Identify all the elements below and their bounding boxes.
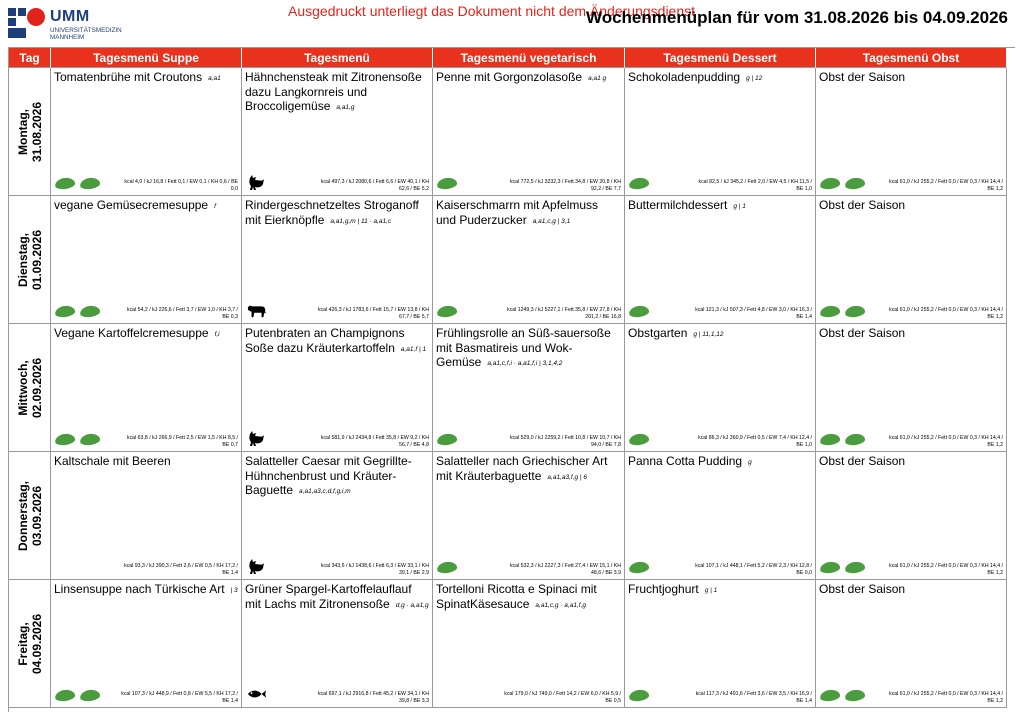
nutrition-info: kcal 697,1 / kJ 2916,8 / Fett 45,2 / EW 34,1 / KH 39,8 / BE 3,3 — [317, 691, 429, 704]
menu-cell — [51, 452, 242, 580]
leaf-icon — [79, 177, 100, 191]
document-notice: Ausgedruckt unterliegt das Dokument nicht dem Änderungsdienst — [288, 3, 696, 19]
diet-badges — [820, 434, 865, 445]
dish-name: Tortelloni Ricotta e Spinaci mit SpinatKäsesauce a,a1,c,g · a,a1,f,g — [436, 582, 597, 611]
column-header: Tagesmenü vegetarisch — [433, 48, 625, 68]
page-title: Wochenmenüplan für vom 31.08.2026 bis 04.09.2026 — [585, 8, 1008, 27]
leaf-icon — [79, 433, 100, 447]
diet-badges — [629, 562, 649, 573]
dish-name: Rindergeschnetzeltes Stroganoff mit Eierknöpfle a,a1,g,m | 11 · a,a1,c — [245, 198, 419, 227]
allergen-codes: g | 1 — [733, 203, 746, 210]
allergen-codes: g | 1 — [704, 587, 718, 594]
leaf-icon — [819, 433, 840, 447]
diet-badges — [55, 690, 100, 701]
leaf-icon — [54, 433, 75, 447]
menu-cell — [51, 324, 242, 452]
nutrition-info: kcal 61,0 / kJ 255,2 / Fett 0,0 / EW 0,3 / KH 14,4 / BE 1,2 — [889, 435, 1003, 448]
leaf-icon — [844, 305, 865, 319]
menu-cell — [816, 68, 1007, 196]
dish-name: Salatteller Caesar mit Gegrillte-Hühnchenbrust und Kräuter-Baguette a,a1,a3,c,d,f,g,i,m — [245, 454, 412, 497]
allergen-codes: a,a1 g — [588, 75, 607, 82]
nutrition-info: kcal 54,2 / kJ 226,6 / Fett 3,7 / EW 1,0 / KH 3,7 / BE 0,3 — [126, 307, 238, 320]
nutrition-info: kcal 61,0 / kJ 255,2 / Fett 0,0 / EW 0,3 / KH 14,4 / BE 1,2 — [889, 691, 1003, 704]
diet-badges — [629, 178, 649, 189]
dish-name: Obst der Saison — [819, 582, 906, 596]
leaf-icon — [79, 305, 100, 319]
menu-cell — [433, 196, 625, 324]
diet-badges — [437, 178, 457, 189]
diet-badges — [55, 178, 100, 189]
column-header: Tagesmenü Suppe — [51, 48, 242, 68]
leaf-icon — [628, 433, 649, 447]
diet-badges — [437, 434, 457, 445]
diet-badges — [437, 306, 457, 317]
allergen-codes: a,a1,c,g · a,a1,f,g — [535, 601, 586, 609]
leaf-icon — [54, 177, 75, 191]
dish-name: Grüner Spargel-Kartoffelauflauf mit Lachs mit Zitronensoße d,g · a,a1,g — [245, 582, 429, 611]
leaf-icon — [436, 305, 457, 319]
nutrition-info: kcal 93,3 / kJ 390,3 / Fett 2,6 / EW 0,5 / KH 17,2 / BE 1,4 — [124, 563, 238, 576]
leaf-icon — [436, 177, 457, 191]
dish-name: Obst der Saison — [819, 454, 906, 468]
allergen-codes: a,a1,f | 1 — [400, 345, 427, 353]
diet-badges — [55, 434, 100, 445]
dish-name: Frühlingsrolle an Süß-sauersoße mit Basmatireis und Wok-Gemüse a,a1,c,f,i · a,a1,f,i | 3,1,4,2 — [436, 326, 611, 369]
nutrition-info: kcal 63,8 / kJ 266,9 / Fett 2,5 / EW 1,5 / KH 8,5 / BE 0,7 — [126, 435, 238, 448]
menu-cell — [433, 324, 625, 452]
nutrition-info: kcal 497,3 / kJ 2080,6 / Fett 6,6 / EW 40,1 / KH 62,6 / BE 5,2 — [320, 179, 429, 192]
menu-cell — [625, 196, 816, 324]
leaf-icon — [844, 433, 865, 447]
allergen-codes: g — [748, 459, 752, 466]
nutrition-info: kcal 772,5 / kJ 3232,3 / Fett 34,8 / EW 20,8 / KH 92,2 / BE 7,7 — [509, 179, 621, 192]
nutrition-info: kcal 532,3 / kJ 2227,3 / Fett 27,4 / EW 15,1 / KH 48,6 / BE 3,9 — [509, 563, 621, 576]
dish-name: Tomatenbrühe mit Croutons a,a1 — [54, 70, 221, 84]
menu-cell — [433, 68, 625, 196]
nutrition-info: kcal 179,0 / kJ 749,0 / Fett 14,2 / EW 6,0 / KH 5,9 / BE 0,5 — [504, 691, 621, 704]
diet-badges — [437, 562, 457, 573]
day-label: Mittwoch, 02.09.2026 — [9, 324, 51, 452]
leaf-icon — [844, 561, 865, 575]
nutrition-info: kcal 117,3 / kJ 491,6 / Fett 3,6 / EW 3,5 / KH 16,9 / BE 1,4 — [695, 691, 812, 704]
nutrition-info: kcal 61,0 / kJ 255,2 / Fett 0,0 / EW 0,3 / KH 14,4 / BE 1,2 — [889, 307, 1003, 320]
nutrition-info: kcal 1249,3 / kJ 5227,1 / Fett 35,8 / EW 27,8 / KH 201,2 / BE 16,8 — [507, 307, 621, 320]
allergen-codes: a,a1,a3,f,g | 6 — [547, 473, 588, 481]
dish-name: Penne mit Gorgonzolasoße a,a1 g — [436, 70, 607, 84]
allergen-codes: a,a1,c,f,i · a,a1,f,i | 3,1,4,2 — [487, 360, 563, 367]
nutrition-info: kcal 82,5 / kJ 345,2 / Fett 2,0 / EW 4,5 / KH 11,5 / BE 1,0 — [698, 179, 812, 192]
leaf-icon — [844, 177, 865, 191]
dish-name: Fruchtjoghurt g | 1 — [628, 582, 718, 596]
logo-subtitle: UNIVERSITÄTSMEDIZIN MANNHEIM — [50, 27, 122, 41]
day-label: Donnerstag, 03.09.2026 — [9, 452, 51, 580]
diet-badges — [820, 562, 865, 573]
diet-badges — [629, 690, 649, 701]
allergen-codes: a,a1,g,m | 11 · a,a1,c — [330, 217, 392, 225]
menu-cell — [625, 452, 816, 580]
diet-badges — [55, 306, 100, 317]
allergen-codes: g | 11,1,12 — [693, 331, 724, 338]
allergen-codes: | 3 — [230, 587, 238, 594]
menu-cell — [625, 324, 816, 452]
nutrition-info: kcal 426,3 / kJ 1783,6 / Fett 15,7 / EW 13,8 / KH 67,7 / BE 5,7 — [317, 307, 429, 320]
leaf-icon — [819, 305, 840, 319]
leaf-icon — [54, 305, 75, 319]
dish-name: Salatteller nach Griechischer Art mit Kräuterbaguette a,a1,a3,f,g | 6 — [436, 454, 608, 483]
leaf-icon — [79, 689, 100, 703]
allergen-codes: a,a1,g — [336, 104, 355, 111]
dish-name: Kaltschale mit Beeren — [54, 454, 171, 468]
menu-cell — [242, 196, 433, 324]
dish-name: Obstgarten g | 11,1,12 — [628, 326, 724, 340]
allergen-codes: f,i — [214, 331, 220, 338]
leaf-icon — [436, 433, 457, 447]
umm-logo — [8, 6, 122, 42]
nutrition-info: kcal 61,0 / kJ 255,2 / Fett 0,0 / EW 0,3 / KH 14,4 / BE 1,2 — [889, 179, 1003, 192]
dish-name: Hähnchensteak mit Zitronensoße dazu Langkornreis und Broccoligemüse a,a1,g — [245, 70, 422, 113]
menu-cell — [51, 68, 242, 196]
allergen-codes: a,a1,c,g | 3,1 — [532, 217, 571, 225]
leaf-icon — [628, 561, 649, 575]
menu-cell — [816, 580, 1007, 708]
day-label: Montag, 31.08.2026 — [9, 68, 51, 196]
menu-cell — [816, 452, 1007, 580]
dish-name: Obst der Saison — [819, 198, 906, 212]
diet-badges — [820, 178, 865, 189]
dish-name: Buttermilchdessert g | 1 — [628, 198, 746, 212]
diet-badges — [820, 690, 865, 701]
menu-cell — [625, 68, 816, 196]
leaf-icon — [54, 689, 75, 703]
menu-cell — [51, 196, 242, 324]
dish-name: Schokoladenpudding g | 12 — [628, 70, 763, 84]
leaf-icon — [436, 561, 457, 575]
dish-name: Obst der Saison — [819, 326, 906, 340]
column-header: Tagesmenü — [242, 48, 433, 68]
diet-badges — [629, 306, 649, 317]
menu-cell — [433, 452, 625, 580]
leaf-icon — [628, 305, 649, 319]
column-header: Tagesmenü Dessert — [625, 48, 816, 68]
leaf-icon — [628, 177, 649, 191]
menu-cell — [433, 580, 625, 708]
allergen-codes: a,a1,a3,c,d,f,g,i,m — [299, 488, 351, 495]
nutrition-info: kcal 529,0 / kJ 2259,2 / Fett 10,8 / EW 10,7 / KH 94,0 / BE 7,8 — [509, 435, 621, 448]
dish-name: Linsensuppe nach Türkische Art | 3 — [54, 582, 238, 596]
dish-name: Vegane Kartoffelcremesuppe f,i — [54, 326, 220, 340]
nutrition-info: kcal 107,1 / kJ 448,1 / Fett 5,2 / EW 2,3 / KH 12,8 / BE 0,0 — [695, 563, 812, 576]
allergen-codes: a,a1 — [208, 75, 221, 82]
leaf-icon — [819, 561, 840, 575]
nutrition-info: kcal 343,6 / kJ 1438,6 / Fett 6,3 / EW 33,1 / KH 39,1 / BE 2,9 — [320, 563, 429, 576]
page-header — [0, 0, 1024, 46]
menu-cell — [625, 580, 816, 708]
dish-name: vegane Gemüsecremesuppe f — [54, 198, 216, 212]
nutrition-info: kcal 61,0 / kJ 255,2 / Fett 0,0 / EW 0,3 / KH 14,4 / BE 1,2 — [889, 563, 1003, 576]
dish-name: Putenbraten an Champignons Soße dazu Kräuterkartoffeln a,a1,f | 1 — [245, 326, 427, 355]
leaf-icon — [628, 689, 649, 703]
column-header: Tagesmenü Obst — [816, 48, 1007, 68]
logo-mark-icon — [8, 8, 44, 38]
nutrition-info: kcal 121,3 / kJ 507,3 / Fett 4,8 / EW 3,0 / KH 16,3 / BE 1,4 — [695, 307, 812, 320]
menu-cell — [242, 324, 433, 452]
leaf-icon — [819, 689, 840, 703]
day-label: Freitag, 04.09.2026 — [9, 580, 51, 708]
day-label: Dienstag, 01.09.2026 — [9, 196, 51, 324]
leaf-icon — [844, 689, 865, 703]
nutrition-info: kcal 86,3 / kJ 360,9 / Fett 0,5 / EW 7,4 / KH 12,4 / BE 1,0 — [698, 435, 812, 448]
dish-name: Panna Cotta Pudding g — [628, 454, 752, 468]
nutrition-info: kcal 581,9 / kJ 2434,8 / Fett 35,8 / EW 9,2 / KH 56,7 / BE 4,8 — [320, 435, 429, 448]
dish-name: Kaiserschmarrn mit Apfelmuss und Puderzucker a,a1,c,g | 3,1 — [436, 198, 599, 227]
menu-cell — [242, 580, 433, 708]
allergen-codes: f — [214, 203, 216, 210]
menu-cell — [816, 196, 1007, 324]
column-header: Tag — [9, 48, 51, 68]
nutrition-info: kcal 107,3 / kJ 448,9 / Fett 0,8 / EW 5,5 / KH 17,2 / BE 1,4 — [121, 691, 238, 704]
nutrition-info: kcal 4,0 / kJ 16,8 / Fett 0,1 / EW 0,1 / KH 0,6 / BE 0,0 — [124, 179, 238, 192]
allergen-codes: d,g · a,a1,g — [395, 601, 429, 609]
menu-table — [8, 47, 1015, 712]
allergen-codes: g | 12 — [746, 75, 763, 82]
diet-badges — [820, 306, 865, 317]
menu-cell — [816, 324, 1007, 452]
menu-cell — [51, 580, 242, 708]
logo-name: UMM — [50, 8, 90, 25]
dish-name: Obst der Saison — [819, 70, 906, 84]
diet-badges — [629, 434, 649, 445]
leaf-icon — [819, 177, 840, 191]
menu-cell — [242, 68, 433, 196]
menu-cell — [242, 452, 433, 580]
